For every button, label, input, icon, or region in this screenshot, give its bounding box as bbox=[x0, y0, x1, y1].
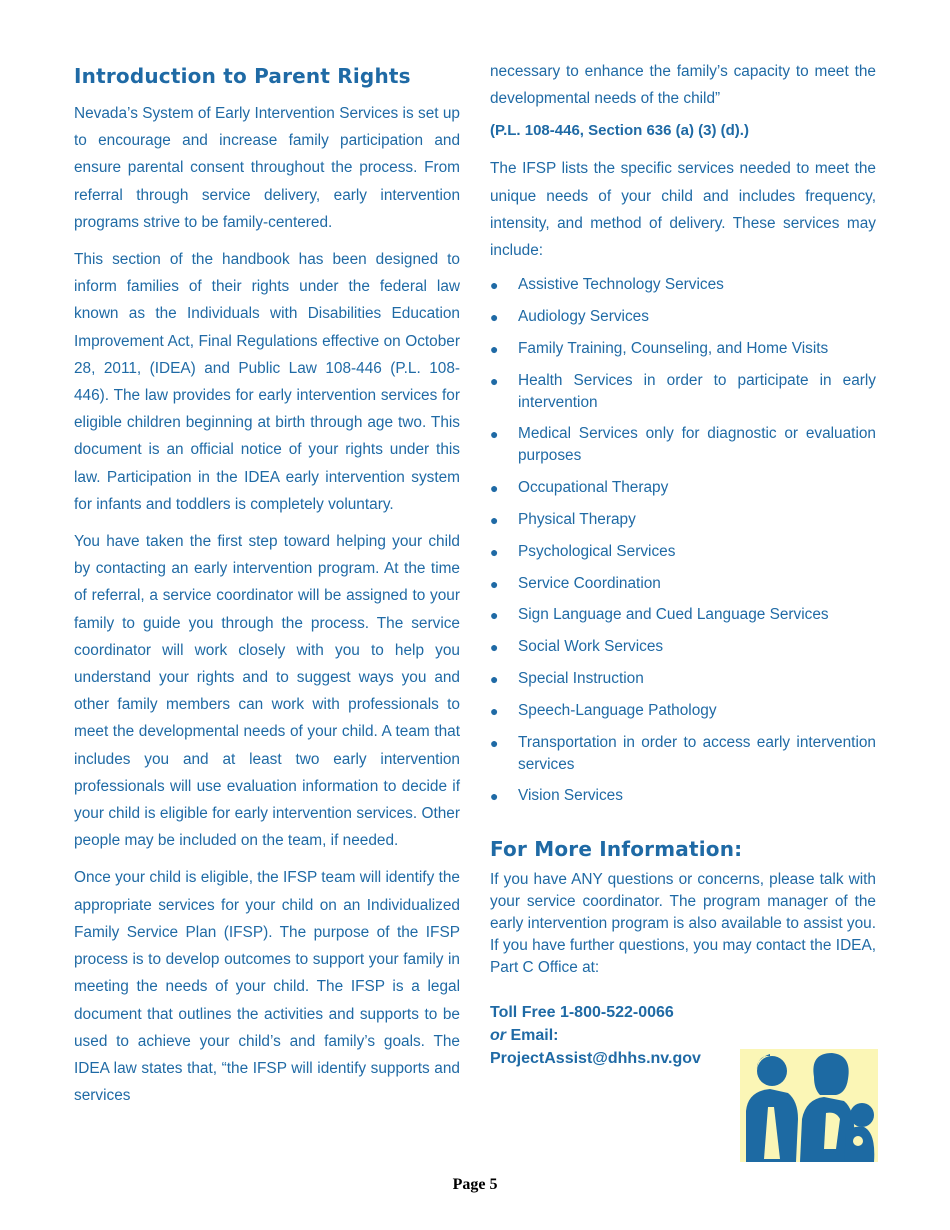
bullet-icon: ● bbox=[490, 639, 499, 656]
email-line bbox=[490, 1024, 876, 1047]
toll-free-phone: Toll Free 1-800-522-0066 bbox=[490, 1004, 674, 1022]
bullet-icon: ● bbox=[490, 480, 499, 497]
more-info-heading: For More Information: bbox=[490, 837, 743, 862]
list-item: ● Audiology Services bbox=[490, 306, 876, 328]
bullet-icon: ● bbox=[490, 702, 499, 719]
law-citation: (P.L. 108-446, Section 636 (a) (3) (d).) bbox=[490, 122, 749, 140]
bullet-icon: ● bbox=[490, 575, 499, 592]
list-item: ● Family Training, Counseling, and Home Visits bbox=[490, 338, 876, 360]
bullet-icon: ● bbox=[490, 788, 499, 805]
list-item: ● Occupational Therapy bbox=[490, 477, 876, 499]
bullet-icon: ● bbox=[490, 734, 499, 751]
list-item: ● Vision Services bbox=[490, 785, 876, 807]
bullet-icon: ● bbox=[490, 512, 499, 528]
list-item: ● Sign Language and Cued Language Services bbox=[490, 604, 876, 626]
list-item: ● Psychological Services bbox=[490, 541, 876, 563]
right-column bbox=[490, 58, 876, 1070]
bullet-icon: ● bbox=[490, 309, 499, 326]
bullet-icon: ● bbox=[490, 543, 499, 560]
bullet-icon: ● bbox=[490, 607, 499, 624]
more-info-text: If you have ANY questions or concerns, please talk with your service coordinator. The program manager of the early intervention program is also available to assist you. If you have further questions, you may contact the IDEA, Part C Office at: bbox=[490, 871, 876, 977]
services-list bbox=[490, 274, 876, 807]
bullet-icon: ● bbox=[490, 670, 499, 687]
bullet-icon: ● bbox=[490, 372, 499, 389]
bullet-icon: ● bbox=[490, 277, 499, 294]
email-label: Email: bbox=[506, 1027, 559, 1045]
intro-paragraph-3: You have taken the first step toward helping your child by contacting an early intervention program. At the time of referral, a service coordinator will be assigned to your family to guide you through the process. The service coordinator will work closely with you to help you understand your rights and to suggest ways you and other family members can work with professionals to meet the developmental needs of your child. A team that includes you and at least two early intervention professionals will use evaluation information to decide if your child is eligible for early intervention services. Other people may be included on the team, if needed. bbox=[74, 533, 460, 850]
list-item: ● Service Coordination bbox=[490, 573, 876, 595]
list-item: ● Medical Services only for diagnostic or evaluation purposes bbox=[490, 425, 876, 465]
list-item: ● Transportation in order to access early intervention services bbox=[490, 733, 876, 773]
or-word: or bbox=[490, 1027, 506, 1045]
page-number: Page 5 bbox=[452, 1176, 498, 1193]
email-address: ProjectAssist@dhhs.nv.gov bbox=[490, 1050, 701, 1068]
intro-paragraph-1: Nevada’s System of Early Intervention Services is set up to encourage and increase family participation and ensure parental consent throughout the process. From referral through service delivery, early intervention programs strive to be family-centered. bbox=[74, 105, 460, 231]
family-illustration-svg bbox=[740, 1049, 878, 1162]
bullet-icon: ● bbox=[490, 340, 499, 357]
list-item: ● Health Services in order to participate in early intervention bbox=[490, 371, 876, 411]
services-intro: The IFSP lists the specific services needed to meet the unique needs of your child and includes frequency, intensity, and method of delivery. These services may include: bbox=[490, 160, 876, 260]
bullet-icon: ● bbox=[490, 426, 499, 443]
continuation-paragraph: necessary to enhance the family’s capacity to meet the developmental needs of the child” bbox=[490, 63, 876, 108]
list-item: ● Assistive Technology Services bbox=[490, 274, 876, 296]
left-column bbox=[74, 58, 460, 1119]
list-item: ● Social Work Services bbox=[490, 636, 876, 658]
list-item: ● Physical Therapy bbox=[490, 509, 876, 531]
intro-paragraph-2: This section of the handbook has been designed to inform families of their rights under the federal law known as the Individuals with Disabilities Education Improvement Act, Final Regulations effective on October 28, 2011, (IDEA) and Public Law 108-446 (P.L. 108-446). The law provides for early intervention services for eligible children beginning at birth through age two. This document is an official notice of your rights under this law. Participation in the IDEA early intervention system for infants and toddlers is completely voluntary. bbox=[74, 251, 460, 513]
intro-heading: Introduction to Parent Rights bbox=[74, 64, 411, 88]
list-item: ● Special Instruction bbox=[490, 668, 876, 690]
list-item: ● Speech-Language Pathology bbox=[490, 700, 876, 722]
more-info-section bbox=[490, 837, 876, 1070]
intro-paragraph-4: Once your child is eligible, the IFSP team will identify the appropriate services for your child on an Individualized Family Service Plan (IFSP). The purpose of the IFSP process is to develop outcomes to support your family in meeting the needs of your child. The IFSP is a legal document that outlines the activities and supports to be used to achieve your child’s and family’s goals. The IDEA law states that, “the IFSP will identify supports and services bbox=[74, 869, 460, 1105]
family-illustration-icon bbox=[740, 1049, 878, 1162]
